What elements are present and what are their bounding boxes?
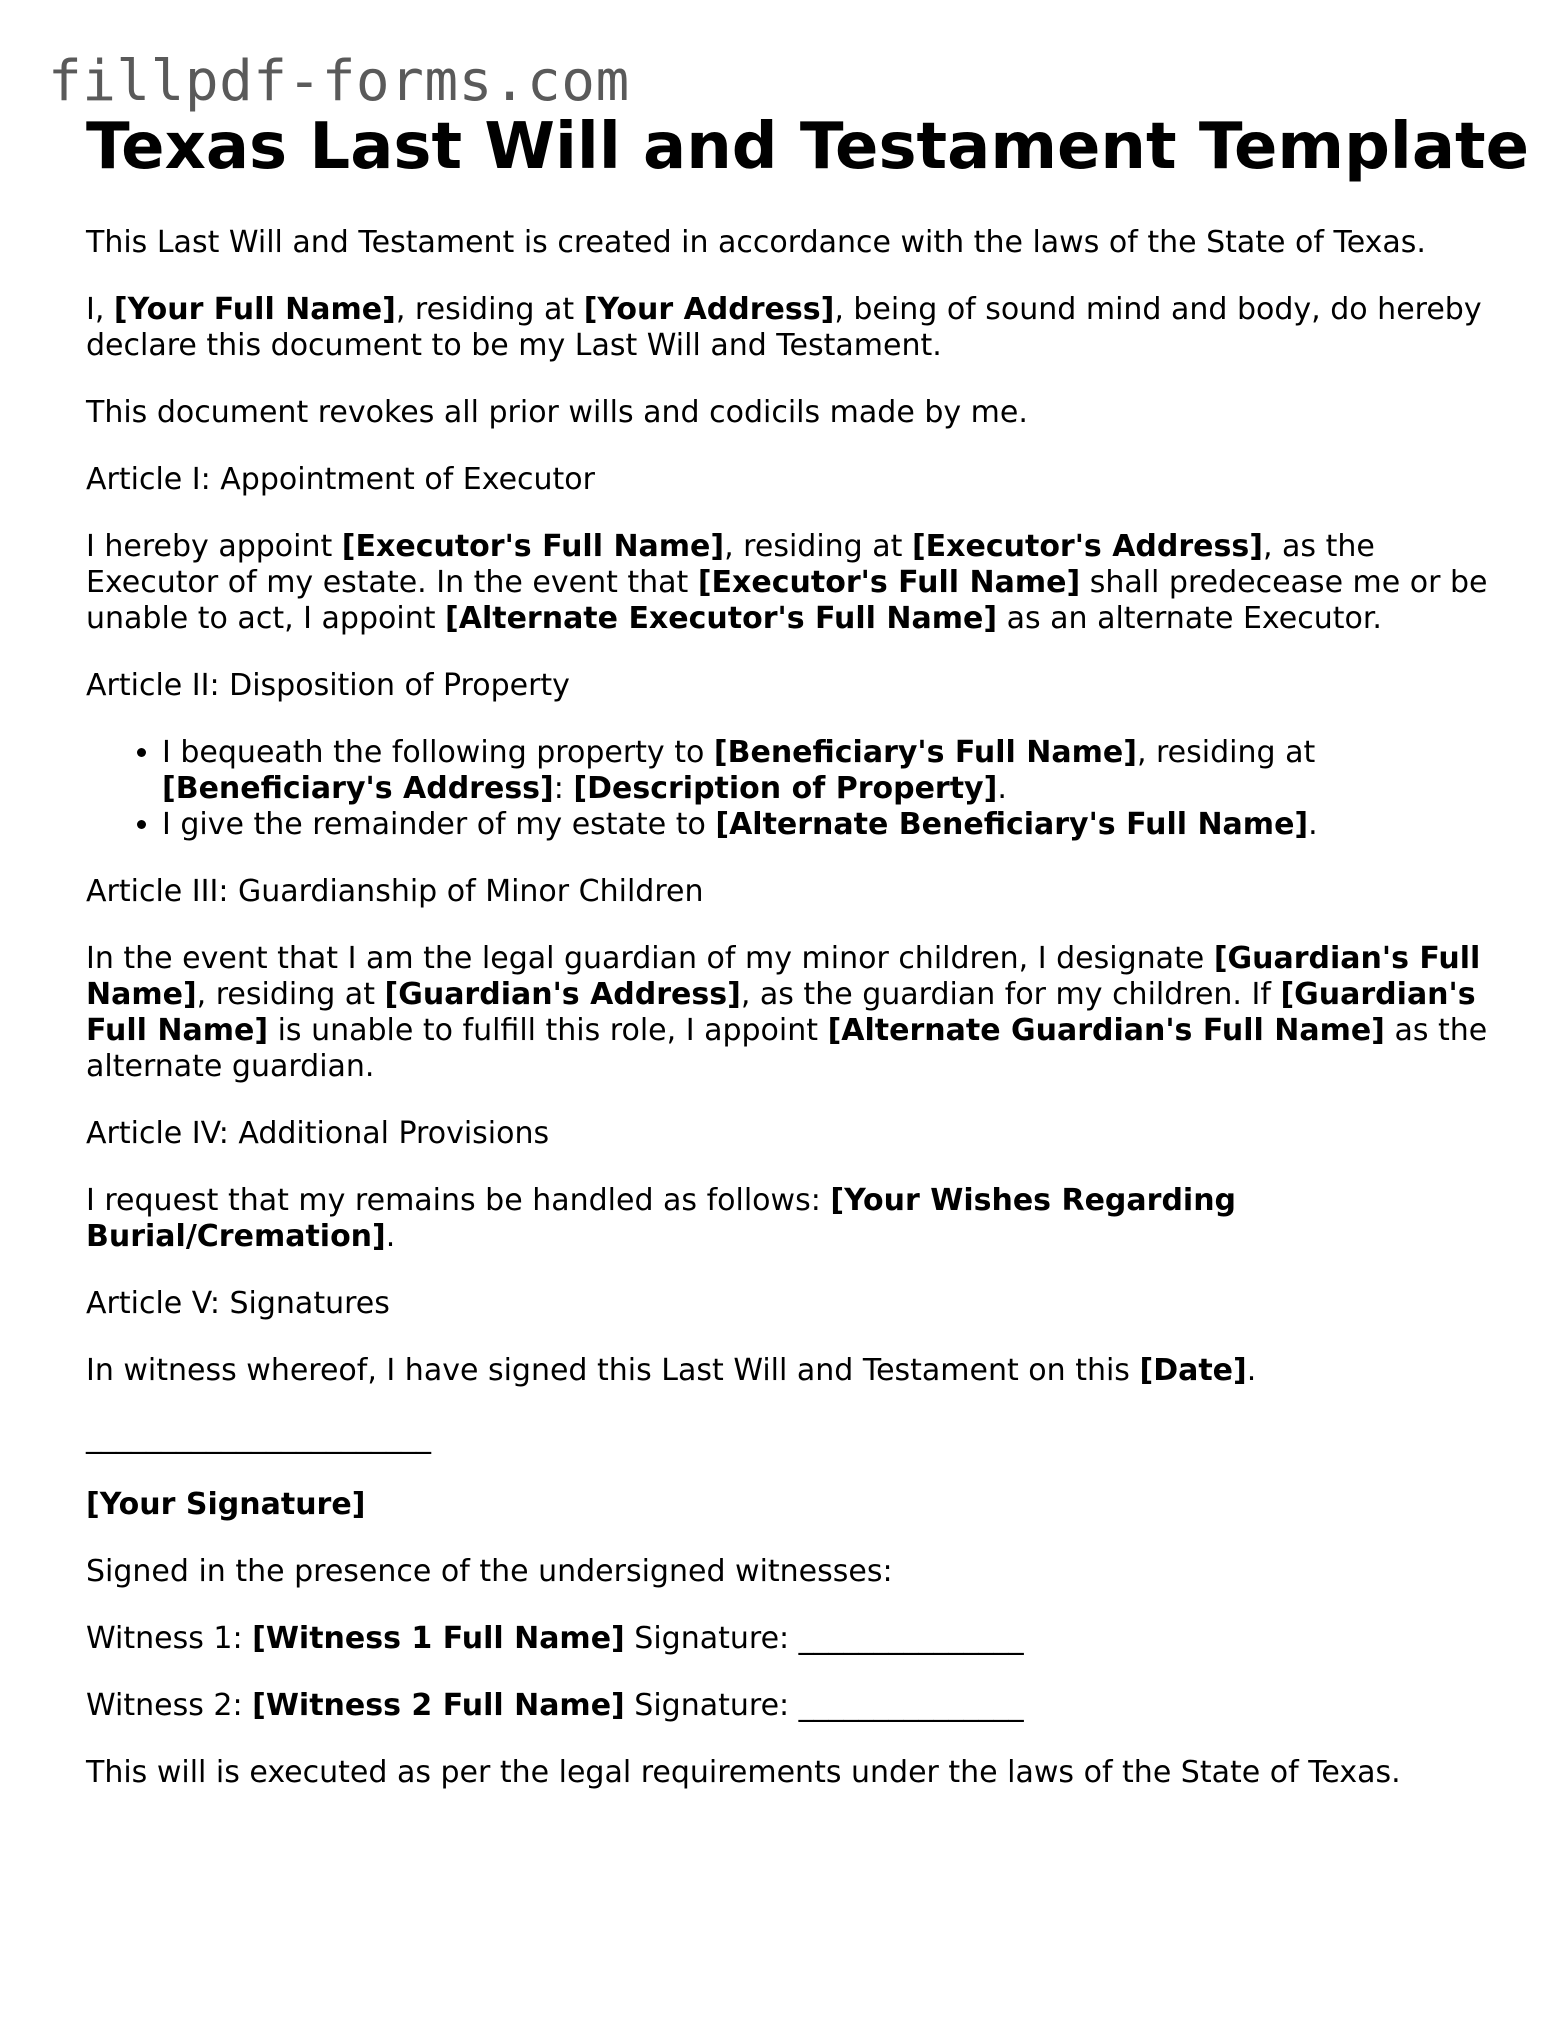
list-item: • I give the remainder of my estate to [Alternate Beneficiary's Full Name].	[162, 807, 1506, 843]
witness-intro: Signed in the presence of the undersigned witnesses:	[86, 1554, 893, 1589]
executor-name-placeholder-2: [Executor's Full Name]	[697, 565, 1081, 600]
closing-paragraph: This will is executed as per the legal requirements under the laws of the State of Texas.	[86, 1755, 1401, 1790]
beneficiary-address-placeholder: [Beneficiary's Address]	[162, 771, 554, 806]
witness-1-line: Witness 1: [Witness 1 Full Name] Signature: _______________	[86, 1621, 1024, 1656]
document-body	[86, 105, 1530, 1822]
alternate-beneficiary-placeholder: [Alternate Beneficiary's Full Name]	[715, 807, 1309, 842]
article-2-heading: Article II: Disposition of Property	[86, 668, 570, 703]
alternate-executor-placeholder: [Alternate Executor's Full Name]	[445, 601, 998, 636]
witness-1-signature-blank: _______________	[798, 1621, 1024, 1656]
guardian-name-placeholder-2: [Guardian's Full Name]	[86, 977, 1476, 1048]
testator-signature-line: _______________________	[86, 1420, 431, 1455]
witness-whereof-paragraph: In witness whereof, I have signed this Last Will and Testament on this [Date].	[86, 1353, 1257, 1388]
article-3-heading: Article III: Guardianship of Minor Children	[86, 874, 704, 909]
date-placeholder: [Date]	[1139, 1353, 1247, 1388]
your-full-name-placeholder: [Your Full Name]	[113, 292, 396, 327]
guardian-address-placeholder: [Guardian's Address]	[384, 977, 741, 1012]
witness-2-signature-blank: _______________	[798, 1688, 1024, 1723]
article-3-paragraph: In the event that I am the legal guardian of my minor children, I designate [Guardian's Full Name], residing at [Guardian's Address], as the guardian for my children. If [Guardian's Full Name] is unable to fulfill this role, I appoint [Alternate Guardian's Full Name] as the alternate guardian.	[86, 941, 1488, 1084]
revocation-paragraph: This document revokes all prior wills and codicils made by me.	[86, 395, 1028, 430]
declaration-paragraph: I, [Your Full Name], residing at [Your Address], being of sound mind and body, do hereby declare this document to be my Last Will and Testament.	[86, 292, 1482, 363]
article-4-paragraph: I request that my remains be handled as follows: [Your Wishes Regarding Burial/Cremation].	[86, 1183, 1237, 1254]
property-description-placeholder: [Description of Property]	[573, 771, 998, 806]
document-title: Texas Last Will and Testament Template	[86, 110, 1530, 184]
intro-paragraph: This Last Will and Testament is created in accordance with the laws of the State of Texas.	[86, 225, 1426, 260]
executor-name-placeholder: [Executor's Full Name]	[341, 529, 725, 564]
article-5-heading: Article V: Signatures	[86, 1286, 390, 1321]
guardian-name-placeholder: [Guardian's Full Name]	[86, 941, 1481, 1012]
witness-1-name-placeholder: [Witness 1 Full Name]	[252, 1621, 625, 1656]
executor-address-placeholder: [Executor's Address]	[911, 529, 1263, 564]
witness-2-line: Witness 2: [Witness 2 Full Name] Signature: _______________	[86, 1688, 1024, 1723]
alternate-guardian-placeholder: [Alternate Guardian's Full Name]	[827, 1013, 1385, 1048]
list-item: • I bequeath the following property to [Beneficiary's Full Name], residing at [Beneficiary's Address]: [Description of Property].	[162, 735, 1506, 807]
article-4-heading: Article IV: Additional Provisions	[86, 1116, 550, 1151]
your-address-placeholder: [Your Address]	[583, 292, 835, 327]
article-1-heading: Article I: Appointment of Executor	[86, 462, 595, 497]
testator-signature-label: [Your Signature]	[86, 1487, 366, 1522]
property-list	[86, 735, 1506, 843]
beneficiary-name-placeholder: [Beneficiary's Full Name]	[713, 735, 1137, 770]
witness-2-name-placeholder: [Witness 2 Full Name]	[252, 1688, 625, 1723]
burial-wishes-placeholder: [Your Wishes Regarding Burial/Cremation]	[86, 1183, 1237, 1254]
site-watermark: fillpdf-forms.com	[48, 49, 630, 114]
article-1-paragraph: I hereby appoint [Executor's Full Name], residing at [Executor's Address], as the Executor of my estate. In the event that [Executor's Full Name] shall predecease me or be unable to act, I appoint [Alternate Executor's Full Name] as an alternate Executor.	[86, 529, 1488, 636]
